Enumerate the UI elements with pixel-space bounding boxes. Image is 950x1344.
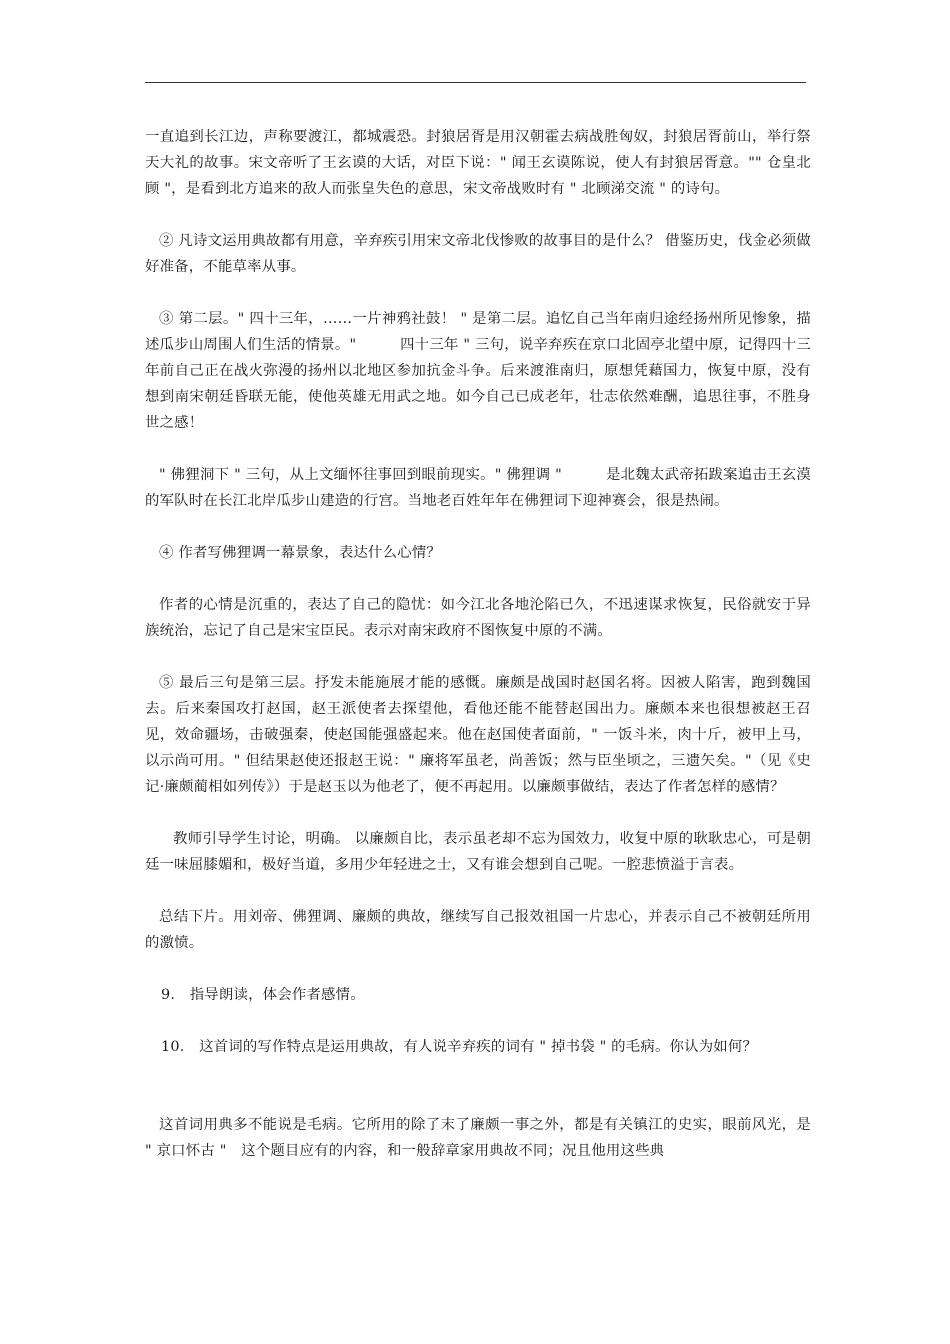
document-body bbox=[145, 124, 811, 1190]
paragraph-folixia: " 佛狸洞下 " 三句，从上文缅怀往事回到眼前现实。" 佛狸调 " 是北魏太武帝拓跋案追击王玄漠的军队时在长江北岸瓜步山建造的行宫。当地老百姓年年在佛狸词下迎神赛会，很是热闹。 bbox=[145, 467, 811, 509]
header-rule bbox=[145, 82, 806, 83]
paragraph-layer-2: ③ 第二层。" 四十三年，……一片神鸦社鼓！ " 是第二层。追忆自己当年南归途经扬州所见惨象，描述瓜步山周围人们生活的情景。" 四十三年 " 三句，说辛弃疾在京口北固亭北望中原，记得四十三年前自己正在战火弥漫的扬州以北地区参加抗金斗争。后来渡淮南归，原想凭藉国力，恢复中原，没有想到南宋朝廷昏联无能，使他英雄无用武之地。如今自己已成老年，壮志依然难酬，追思往事，不胜身世之感！ bbox=[145, 311, 811, 431]
paragraph-item-10: 10． 这首词的写作特点是运用典故，有人说辛弃疾的词有 " 掉书袋 " 的毛病。你认为如何？ bbox=[161, 1039, 758, 1055]
paragraph-discussion: 教师引导学生讨论，明确。 以廉颇自比，表示虽老却不忘为国效力，收复中原的耿耿忠心，可是朝廷一味屈膝媚和，极好当道，多用少年轻进之士，又有谁会想到自己呢。一腔悲愤溢于言表。 bbox=[145, 831, 811, 873]
paragraph-question-4: ④ 作者写佛狸调一幕景象，表达什么心情？ bbox=[159, 545, 441, 561]
paragraph-summary: 总结下片。用刘帝、佛狸调、廉颇的典故，继续写自己报效祖国一片忠心，并表示自己不被朝廷所用的激愤。 bbox=[145, 909, 811, 951]
paragraph-item-9: 9． 指导朗读，体会作者感情。 bbox=[161, 987, 365, 1003]
paragraph-layer-3: ⑤ 最后三句是第三层。抒发未能施展才能的感慨。廉颇是战国时赵国名将。因被人陷害，跑到魏国去。后来秦国攻打赵国，赵王派使者去探望他，看他还能不能替赵国出力。廉颇本来也很想被赵王召见，效命疆场，击破强秦，使赵国能强盛起来。他在赵国使者面前，" 一饭斗米，肉十斤，被甲上马，以示尚可用。" 但结果赵使还报赵王说：" 廉将军虽老，尚善饭；然与臣坐顷之，三遗矢矣。"（见《史记·廉颇蔺相如列传》）于是赵玉以为他老了，便不再起用。以廉颇事做结，表达了作者怎样的感情？ bbox=[145, 675, 811, 795]
paragraph-answer-10: 这首词用典多不能说是毛病。它所用的除了末了廉颇一事之外，都是有关镇江的史实，眼前风光，是 " 京口怀古 " 这个题目应有的内容，和一般辞章家用典故不同；况且他用这些典 bbox=[145, 1117, 811, 1159]
paragraph-answer-4: 作者的心情是沉重的，表达了自己的隐忧：如今江北各地沦陷已久，不迅速谋求恢复，民俗就安于异族统治，忘记了自己是宋宝臣民。表示对南宋政府不图恢复中原的不满。 bbox=[145, 597, 811, 639]
paragraph-question-2: ② 凡诗文运用典故都有用意，辛弃疾引用宋文帝北伐惨败的故事目的是什么？ 借鉴历史，伐金必须做好准备，不能草率从事。 bbox=[145, 233, 811, 275]
paragraph-continuation: 一直追到长江边，声称要渡江，都城震恐。封狼居胥是用汉朝霍去病战胜匈奴，封狼居胥前山，举行祭天大礼的故事。宋文帝听了王玄谟的大话，对臣下说：" 闻王玄谟陈说，使人有封狼居胥意。"" 仓皇北顾 "，是看到北方追来的敌人而张皇失色的意思，宋文帝战败时有 " 北顾涕交流 " 的诗句。 bbox=[145, 129, 811, 197]
